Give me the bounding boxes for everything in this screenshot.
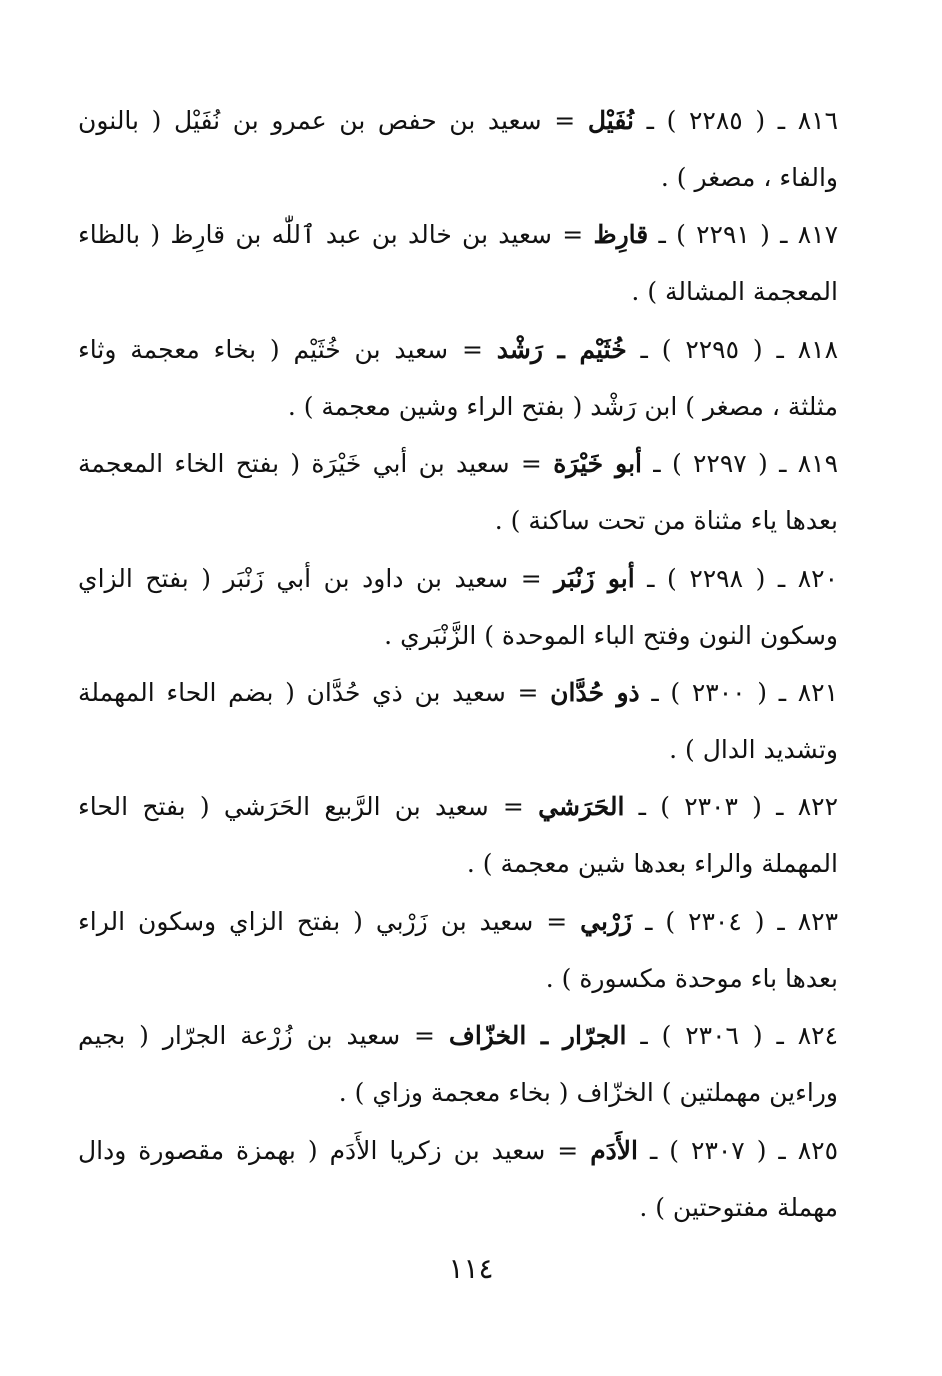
page-number: ١١٤ — [448, 1252, 494, 1285]
entry-reference: ( ٢٢٩٧ ) — [671, 449, 768, 479]
entry-reference: ( ٢٢٩١ ) — [676, 220, 770, 250]
entry-name: الجرّار ـ الخزّاف — [448, 1021, 627, 1051]
entry-name: الأَدَم — [590, 1135, 639, 1165]
entry-number: ٨١٧ — [797, 220, 839, 250]
entry-number: ٨٢١ — [797, 677, 839, 707]
entry-first-line: ٨٢٤ ـ ( ٢٣٠٦ ) ـ الجرّار ـ الخزّاف = سعيد بن زُرْعة الجرّار ( بجيم — [78, 1021, 839, 1051]
entry-continuation: وتشديد الدال ) . — [669, 734, 838, 764]
entry-number: ٨٢٣ — [797, 906, 839, 936]
entry-text: = سعيد بن خُثَيْم ( بخاء معجمة وثاء — [78, 334, 483, 364]
entry-name: أبو زَنْبَر — [554, 563, 635, 593]
entry-name: أبو خَيْرَة — [553, 449, 642, 479]
entry-first-line: ٨١٦ ـ ( ٢٢٨٥ ) ـ نُفَيْل = سعيد بن حفص بن عمرو بن نُفَيْل ( بالنون — [78, 106, 839, 135]
entry-name: خُثَيْم ـ رَشْد — [496, 334, 627, 364]
entry-821 — [78, 664, 838, 778]
entry-text: = سعيد بن زكريا الأَدَم ( بهمزة مقصورة ودال — [78, 1135, 579, 1165]
entry-text: = سعيد بن ذي حُدَّان ( بضم الحاء المهملة — [78, 677, 539, 707]
entry-825 — [78, 1122, 838, 1236]
entry-823 — [78, 893, 838, 1007]
entry-first-line: ٨١٨ ـ ( ٢٢٩٥ ) ـ خُثَيْم ـ رَشْد = سعيد بن خُثَيْم ( بخاء معجمة وثاء — [78, 334, 839, 364]
entry-818 — [78, 321, 838, 435]
entry-number: ٨٢٤ — [797, 1021, 839, 1051]
entry-number: ٨١٦ — [797, 106, 839, 135]
entry-first-line: ٨٢٣ ـ ( ٢٣٠٤ ) ـ زَرْبي = سعيد بن زَرْبي ( بفتح الزاي وسكون الراء — [78, 906, 839, 936]
entry-continuation: بعدها ياء مثناة من تحت ساكنة ) . — [494, 506, 838, 536]
entry-continuation: المعجمة المشالة ) . — [631, 277, 838, 307]
entry-822 — [78, 778, 838, 892]
entry-first-line: ٨١٧ ـ ( ٢٢٩١ ) ـ قارِظ = سعيد بن خالد بن عبد ٱللّٰه بن قارِظ ( بالظاء — [78, 220, 839, 250]
entry-name: نُفَيْل — [587, 106, 634, 135]
entry-continuation: بعدها باء موحدة مكسورة ) . — [545, 963, 838, 993]
entry-text: = سعيد بن زُرْعة الجرّار ( بجيم — [78, 1021, 436, 1051]
entry-number: ٨٢٠ — [797, 563, 839, 593]
entry-reference: ( ٢٣٠٠ ) — [670, 677, 768, 707]
entry-819 — [78, 435, 838, 549]
entry-824 — [78, 1007, 838, 1121]
entry-continuation: وسكون النون وفتح الباء الموحدة ) الزَّنْبَري . — [384, 620, 838, 650]
entry-continuation: وراءين مهملتين ) الخزّاف ( بخاء معجمة وزاي ) . — [338, 1078, 838, 1108]
entry-continuation: والفاء ، مصغر ) . — [660, 163, 838, 192]
entry-text: = سعيد بن داود بن أبي زَنْبَر ( بفتح الزاي — [78, 563, 542, 593]
entry-text: = سعيد بن حفص بن عمرو بن نُفَيْل ( بالنون — [78, 106, 576, 135]
entry-first-line: ٨١٩ ـ ( ٢٢٩٧ ) ـ أبو خَيْرَة = سعيد بن أبي خَيْرَة ( بفتح الخاء المعجمة — [78, 449, 839, 479]
page-body — [78, 92, 838, 1236]
entry-text: = سعيد بن الرَّبيع الحَرَشي ( بفتح الحاء — [78, 792, 524, 822]
entry-first-line: ٨٢١ ـ ( ٢٣٠٠ ) ـ ذو حُدَّان = سعيد بن ذي حُدَّان ( بضم الحاء المهملة — [78, 677, 839, 707]
entry-reference: ( ٢٣٠٣ ) — [660, 792, 762, 822]
entry-continuation: مهملة مفتوحتين ) . — [639, 1192, 838, 1222]
entry-reference: ( ٢٢٨٥ ) — [666, 106, 766, 135]
entry-number: ٨١٨ — [797, 334, 839, 364]
entry-text: = سعيد بن زَرْبي ( بفتح الزاي وسكون الراء — [78, 906, 568, 936]
entry-text: = سعيد بن أبي خَيْرَة ( بفتح الخاء المعجمة — [78, 449, 542, 479]
entry-first-line: ٨٢٠ ـ ( ٢٢٩٨ ) ـ أبو زَنْبَر = سعيد بن داود بن أبي زَنْبَر ( بفتح الزاي — [78, 563, 839, 593]
entry-continuation: المهملة والراء بعدها شين معجمة ) . — [466, 849, 838, 879]
entry-817 — [78, 206, 838, 320]
entry-reference: ( ٢٣٠٧ ) — [669, 1135, 767, 1165]
entry-reference: ( ٢٢٩٥ ) — [661, 334, 763, 364]
entry-reference: ( ٢٣٠٦ ) — [661, 1021, 763, 1051]
entry-continuation: مثلثة ، مصغر ) ابن رَشْد ( بفتح الراء وشين معجمة ) . — [287, 391, 838, 421]
entry-number: ٨١٩ — [797, 449, 839, 479]
entry-name: قارِظ — [593, 220, 649, 250]
entry-first-line: ٨٢٢ ـ ( ٢٣٠٣ ) ـ الحَرَشي = سعيد بن الرَّبيع الحَرَشي ( بفتح الحاء — [78, 792, 839, 822]
entry-number: ٨٢٢ — [797, 792, 839, 822]
entry-820 — [78, 550, 838, 664]
entry-name: زَرْبي — [580, 906, 633, 936]
entry-816 — [78, 92, 838, 206]
entry-name: الحَرَشي — [538, 792, 625, 822]
entry-number: ٨٢٥ — [797, 1135, 839, 1165]
entry-name: ذو حُدَّان — [550, 677, 640, 707]
entry-reference: ( ٢٢٩٨ ) — [667, 563, 766, 593]
entry-reference: ( ٢٣٠٤ ) — [665, 906, 765, 936]
entry-text: = سعيد بن خالد بن عبد ٱللّٰه بن قارِظ ( بالظاء — [78, 220, 584, 250]
entry-first-line: ٨٢٥ ـ ( ٢٣٠٧ ) ـ الأَدَم = سعيد بن زكريا الأَدَم ( بهمزة مقصورة ودال — [78, 1135, 839, 1165]
